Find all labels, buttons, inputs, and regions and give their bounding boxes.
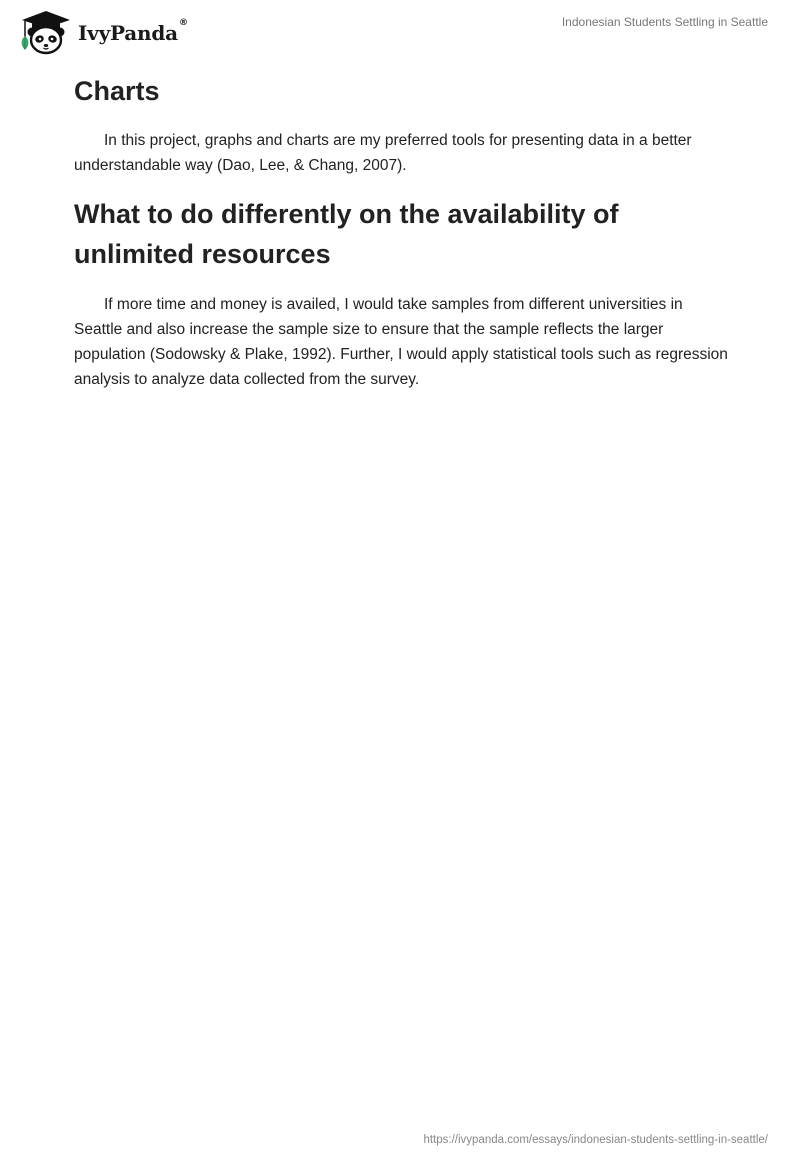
essay-content <box>74 72 734 392</box>
page-header <box>0 0 800 60</box>
document-title: Indonesian Students Settling in Seattle <box>561 15 768 29</box>
paragraph-unlimited-resources: If more time and money is availed, I would take samples from different universities in Seattle and also increase the sample size to ensure that the sample reflects the larger population (Sodowsky & Plake, 1992). Further, I would apply statistical tools such as regression analysis to analyze data collected from the survey. <box>74 296 728 388</box>
section-heading-charts: Charts <box>74 76 160 106</box>
footer-url[interactable]: https://ivypanda.com/essays/indonesian-students-settling-in-seattle/ <box>423 1134 768 1146</box>
panda-graduation-cap-icon <box>16 8 74 56</box>
registered-mark: ® <box>178 18 188 28</box>
ivypanda-logo[interactable] <box>16 8 188 56</box>
paragraph-charts: In this project, graphs and charts are my preferred tools for presenting data in a better understandable way (Dao, Lee, & Chang, 2007). <box>74 132 692 174</box>
logo-wordmark: IvyPanda <box>78 21 178 45</box>
section-heading-unlimited-resources: What to do differently on the availability of unlimited resources <box>74 199 619 269</box>
